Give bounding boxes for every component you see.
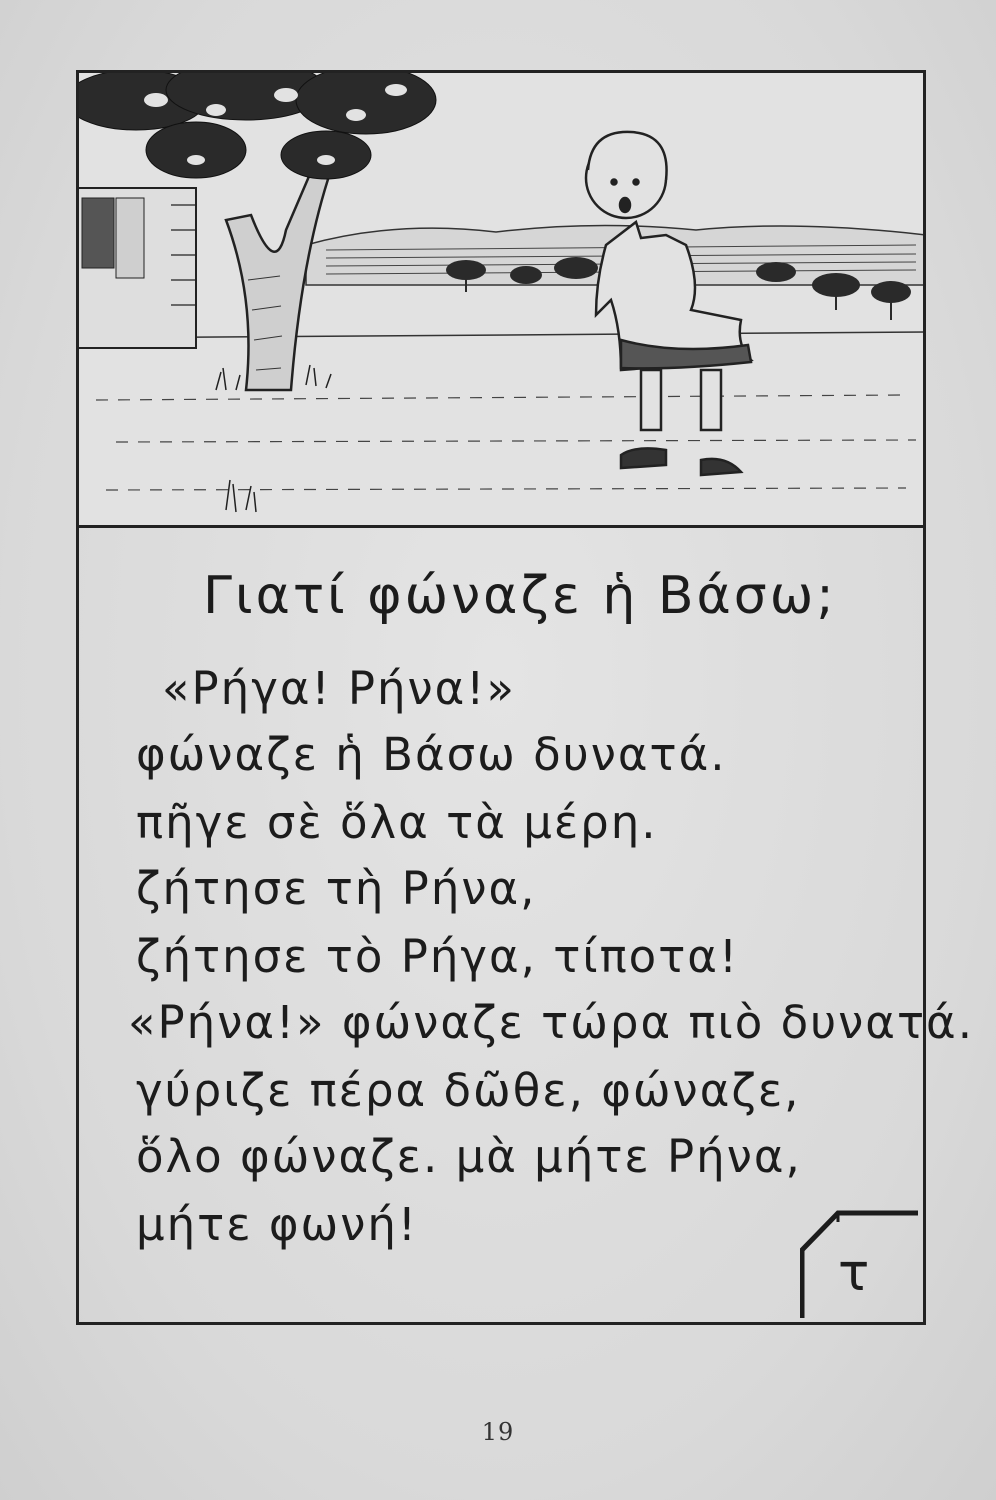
poem-title: Γιατί φώναζε ἡ Βάσω; xyxy=(203,566,837,626)
poem-line: ὅλο φώναζε. μὰ μήτε Ρήνα, xyxy=(136,1130,802,1183)
poem-line: μήτε φωνή! xyxy=(136,1198,418,1251)
page-number: 19 xyxy=(481,1418,515,1446)
poem-line: «Ρήνα!» φώναζε τώρα πιὸ δυνατά. xyxy=(128,996,975,1049)
poem-line: ζήτησε τὸ Ρήγα, τίποτα! xyxy=(136,930,739,983)
poem-line: γύριζε πέρα δῶθε, φώναζε, xyxy=(136,1064,801,1117)
poem-line: πῆγε σὲ ὅλα τὰ μέρη. xyxy=(136,796,658,849)
poem-line: φώναζε ἡ Βάσω δυνατά. xyxy=(136,728,727,781)
poem-line: ζήτησε τὴ Ρήνα, xyxy=(136,862,537,915)
poem-line: «Ρήγα! Ρήνα!» xyxy=(162,662,516,715)
letter-marker: τ xyxy=(838,1243,870,1303)
